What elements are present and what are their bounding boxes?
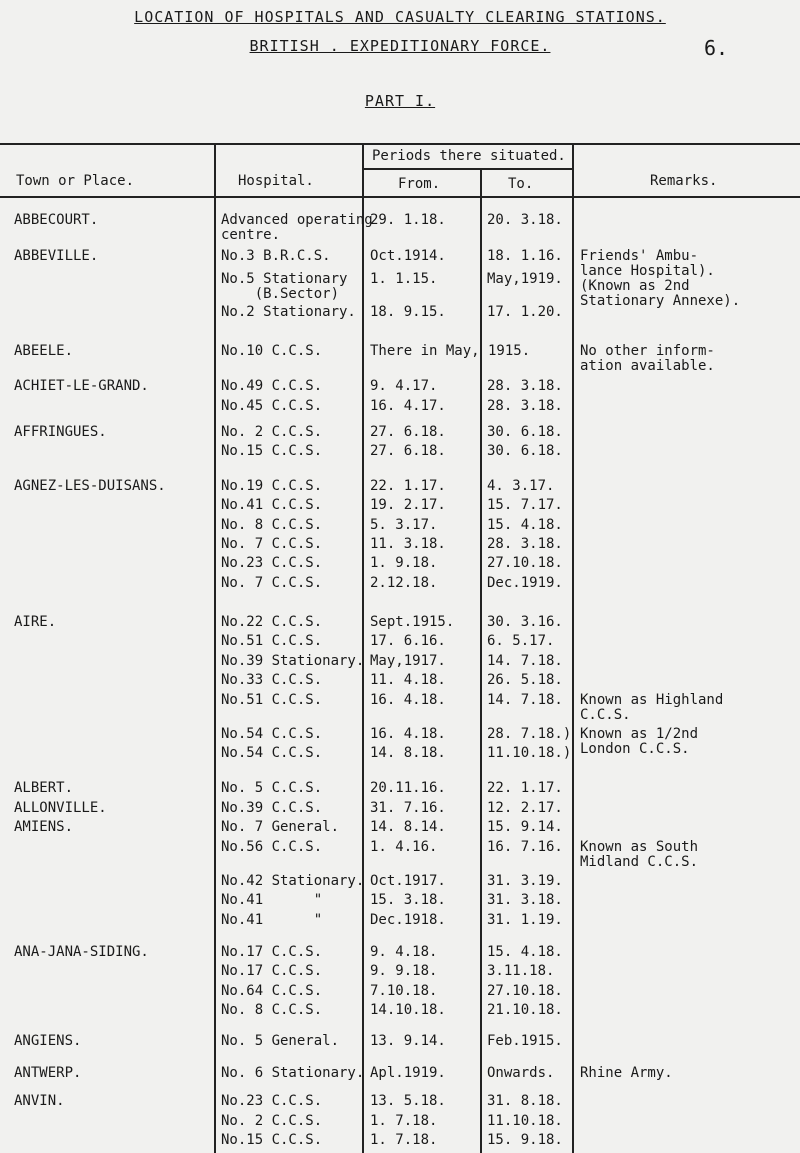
row-3-to: May,1919.	[487, 271, 563, 288]
column-divider-1	[214, 143, 216, 1153]
row-23-to: 22. 1.17.	[487, 779, 563, 796]
row-16-from: Sept.1915.	[370, 613, 455, 630]
row-8-from: 27. 6.18.	[370, 423, 446, 440]
row-25-place: AMIENS.	[14, 819, 74, 836]
row-25-to: 15. 9.14.	[487, 819, 563, 836]
row-33-from: 14.10.18.	[370, 1002, 446, 1019]
row-11-hospital: No.41 C.C.S.	[221, 497, 323, 513]
row-35-to: Onwards.	[487, 1064, 555, 1081]
row-36-to: 31. 8.18.	[487, 1093, 563, 1110]
row-24-from: 31. 7.16.	[370, 799, 446, 816]
row-10-hospital: No.19 C.C.S.	[221, 477, 323, 494]
row-8-place: AFFRINGUES.	[14, 423, 107, 440]
row-16-place: AIRE.	[14, 613, 57, 630]
row-22-to: 11.10.18.)	[487, 745, 572, 762]
part-heading: PART I.	[364, 92, 436, 110]
row-21-remarks: Known as 1/2nd London C.C.S.	[580, 725, 699, 757]
row-5-hospital: No.10 C.C.S.	[221, 342, 323, 359]
row-20-to: 14. 7.18.	[487, 691, 563, 708]
row-1-from: 29. 1.18.	[370, 212, 446, 228]
row-16-hospital: No.22 C.C.S.	[221, 613, 323, 630]
row-26-from: 1. 4.16.	[370, 838, 438, 855]
row-32-from: 7.10.18.	[370, 982, 438, 999]
row-1-hospital: Advanced operating centre.	[221, 212, 373, 243]
row-31-from: 9. 9.18.	[370, 963, 438, 980]
row-9-to: 30. 6.18.	[487, 443, 563, 460]
row-35-place: ANTWERP.	[14, 1064, 82, 1081]
row-7-hospital: No.45 C.C.S.	[221, 397, 323, 414]
row-37-from: 1. 7.18.	[370, 1112, 438, 1129]
row-5-from: There in May, 1915.	[370, 342, 531, 359]
row-2-hospital: No.3 B.R.C.S.	[221, 247, 331, 264]
row-2-remarks: Friends' Ambu- lance Hospital). (Known as 2nd Stationary Annexe).	[580, 247, 741, 309]
row-24-to: 12. 2.17.	[487, 799, 563, 816]
row-21-from: 16. 4.18.	[370, 725, 446, 742]
row-4-hospital: No.2 Stationary.	[221, 303, 356, 320]
row-13-from: 11. 3.18.	[370, 535, 446, 552]
row-14-from: 1. 9.18.	[370, 555, 438, 572]
row-13-hospital: No. 7 C.C.S.	[221, 535, 323, 552]
row-36-place: ANVIN.	[14, 1093, 65, 1110]
row-19-to: 26. 5.18.	[487, 672, 563, 689]
row-24-place: ALLONVILLE.	[14, 799, 107, 816]
row-11-from: 19. 2.17.	[370, 497, 446, 513]
column-divider-2	[362, 143, 364, 1153]
row-18-hospital: No.39 Stationary.	[221, 652, 365, 669]
column-header-periods: Periods there situated.	[372, 148, 566, 164]
row-28-to: 31. 3.18.	[487, 892, 563, 909]
row-6-hospital: No.49 C.C.S.	[221, 377, 323, 394]
row-22-from: 14. 8.18.	[370, 745, 446, 762]
row-7-to: 28. 3.18.	[487, 397, 563, 414]
row-38-hospital: No.15 C.C.S.	[221, 1132, 323, 1148]
row-26-to: 16. 7.16.	[487, 838, 563, 855]
row-4-from: 18. 9.15.	[370, 303, 446, 320]
row-21-to: 28. 7.18.)	[487, 725, 572, 742]
row-15-hospital: No. 7 C.C.S.	[221, 574, 323, 591]
row-38-from: 1. 7.18.	[370, 1132, 438, 1148]
column-header-to: To.	[508, 176, 534, 192]
row-9-from: 27. 6.18.	[370, 443, 446, 460]
row-36-hospital: No.23 C.C.S.	[221, 1093, 323, 1110]
row-34-from: 13. 9.14.	[370, 1032, 446, 1049]
row-15-from: 2.12.18.	[370, 574, 438, 591]
row-34-to: Feb.1915.	[487, 1032, 563, 1049]
row-34-hospital: No. 5 General.	[221, 1032, 340, 1049]
row-2-from: Oct.1914.	[370, 247, 446, 264]
row-12-from: 5. 3.17.	[370, 516, 438, 533]
row-18-to: 14. 7.18.	[487, 652, 563, 669]
row-19-from: 11. 4.18.	[370, 672, 446, 689]
periods-subrule	[362, 168, 572, 170]
row-20-remarks: Known as Highland C.C.S.	[580, 691, 724, 723]
row-10-from: 22. 1.17.	[370, 477, 446, 494]
row-34-place: ANGIENS.	[14, 1032, 82, 1049]
row-17-hospital: No.51 C.C.S.	[221, 633, 323, 650]
row-30-place: ANA-JANA-SIDING.	[14, 943, 149, 960]
row-29-from: Dec.1918.	[370, 911, 446, 928]
row-6-to: 28. 3.18.	[487, 377, 563, 394]
row-10-place: AGNEZ-LES-DUISANS.	[14, 477, 166, 494]
row-12-to: 15. 4.18.	[487, 516, 563, 533]
row-9-hospital: No.15 C.C.S.	[221, 443, 323, 460]
row-16-to: 30. 3.16.	[487, 613, 563, 630]
row-23-hospital: No. 5 C.C.S.	[221, 779, 323, 796]
column-header-hospital: Hospital.	[238, 173, 314, 189]
document-title: LOCATION OF HOSPITALS AND CASUALTY CLEARING STATIONS.	[134, 8, 666, 26]
row-5-place: ABEELE.	[14, 342, 74, 359]
row-20-hospital: No.51 C.C.S.	[221, 691, 323, 708]
row-33-to: 21.10.18.	[487, 1002, 563, 1019]
row-37-hospital: No. 2 C.C.S.	[221, 1112, 323, 1129]
row-12-hospital: No. 8 C.C.S.	[221, 516, 323, 533]
row-11-to: 15. 7.17.	[487, 497, 563, 513]
column-header-from: From.	[398, 176, 441, 192]
row-23-place: ALBERT.	[14, 779, 74, 796]
row-33-hospital: No. 8 C.C.S.	[221, 1002, 323, 1019]
row-15-to: Dec.1919.	[487, 574, 563, 591]
page-number: 6.	[704, 36, 729, 60]
row-8-hospital: No. 2 C.C.S.	[221, 423, 323, 440]
row-30-hospital: No.17 C.C.S.	[221, 943, 323, 960]
row-29-hospital: No.41 "	[221, 911, 323, 928]
row-17-from: 17. 6.16.	[370, 633, 446, 650]
row-14-hospital: No.23 C.C.S.	[221, 555, 323, 572]
column-header-place: Town or Place.	[16, 173, 135, 189]
row-14-to: 27.10.18.	[487, 555, 563, 572]
row-3-from: 1. 1.15.	[370, 271, 438, 288]
row-18-from: May,1917.	[370, 652, 446, 669]
row-6-place: ACHIET-LE-GRAND.	[14, 377, 149, 394]
row-28-from: 15. 3.18.	[370, 892, 446, 909]
row-22-hospital: No.54 C.C.S.	[221, 745, 323, 762]
row-35-from: Apl.1919.	[370, 1064, 446, 1081]
row-27-to: 31. 3.19.	[487, 872, 563, 889]
row-2-to: 18. 1.16.	[487, 247, 563, 264]
row-28-hospital: No.41 "	[221, 892, 323, 909]
row-37-to: 11.10.18.	[487, 1112, 563, 1129]
document-subtitle: BRITISH . EXPEDITIONARY FORCE.	[249, 37, 551, 55]
row-38-to: 15. 9.18.	[487, 1132, 563, 1148]
row-26-remarks: Known as South Midland C.C.S.	[580, 838, 699, 870]
row-24-hospital: No.39 C.C.S.	[221, 799, 323, 816]
row-2-place: ABBEVILLE.	[14, 247, 99, 264]
row-19-hospital: No.33 C.C.S.	[221, 672, 323, 689]
row-27-hospital: No.42 Stationary.	[221, 872, 365, 889]
row-31-hospital: No.17 C.C.S.	[221, 963, 323, 980]
row-35-hospital: No. 6 Stationary.	[221, 1064, 365, 1081]
row-31-to: 3.11.18.	[487, 963, 555, 980]
row-30-from: 9. 4.18.	[370, 943, 438, 960]
row-5-remarks: No other inform- ation available.	[580, 342, 715, 374]
row-1-to: 20. 3.18.	[487, 212, 563, 228]
row-21-hospital: No.54 C.C.S.	[221, 725, 323, 742]
row-26-hospital: No.56 C.C.S.	[221, 838, 323, 855]
row-32-to: 27.10.18.	[487, 982, 563, 999]
column-header-remarks: Remarks.	[650, 173, 718, 189]
row-32-hospital: No.64 C.C.S.	[221, 982, 323, 999]
row-6-from: 9. 4.17.	[370, 377, 438, 394]
column-divider-4	[572, 143, 574, 1153]
row-29-to: 31. 1.19.	[487, 911, 563, 928]
row-3-hospital: No.5 Stationary (B.Sector)	[221, 271, 348, 303]
table-top-rule	[0, 143, 800, 145]
row-13-to: 28. 3.18.	[487, 535, 563, 552]
row-8-to: 30. 6.18.	[487, 423, 563, 440]
row-25-hospital: No. 7 General.	[221, 819, 340, 836]
row-25-from: 14. 8.14.	[370, 819, 446, 836]
row-7-from: 16. 4.17.	[370, 397, 446, 414]
row-35-remarks: Rhine Army.	[580, 1064, 673, 1081]
row-23-from: 20.11.16.	[370, 779, 446, 796]
row-36-from: 13. 5.18.	[370, 1093, 446, 1110]
row-30-to: 15. 4.18.	[487, 943, 563, 960]
row-10-to: 4. 3.17.	[487, 477, 555, 494]
row-4-to: 17. 1.20.	[487, 303, 563, 320]
column-divider-3	[480, 168, 482, 1153]
row-1-place: ABBECOURT.	[14, 212, 99, 228]
header-bottom-rule	[0, 196, 800, 198]
row-27-from: Oct.1917.	[370, 872, 446, 889]
row-20-from: 16. 4.18.	[370, 691, 446, 708]
row-17-to: 6. 5.17.	[487, 633, 555, 650]
